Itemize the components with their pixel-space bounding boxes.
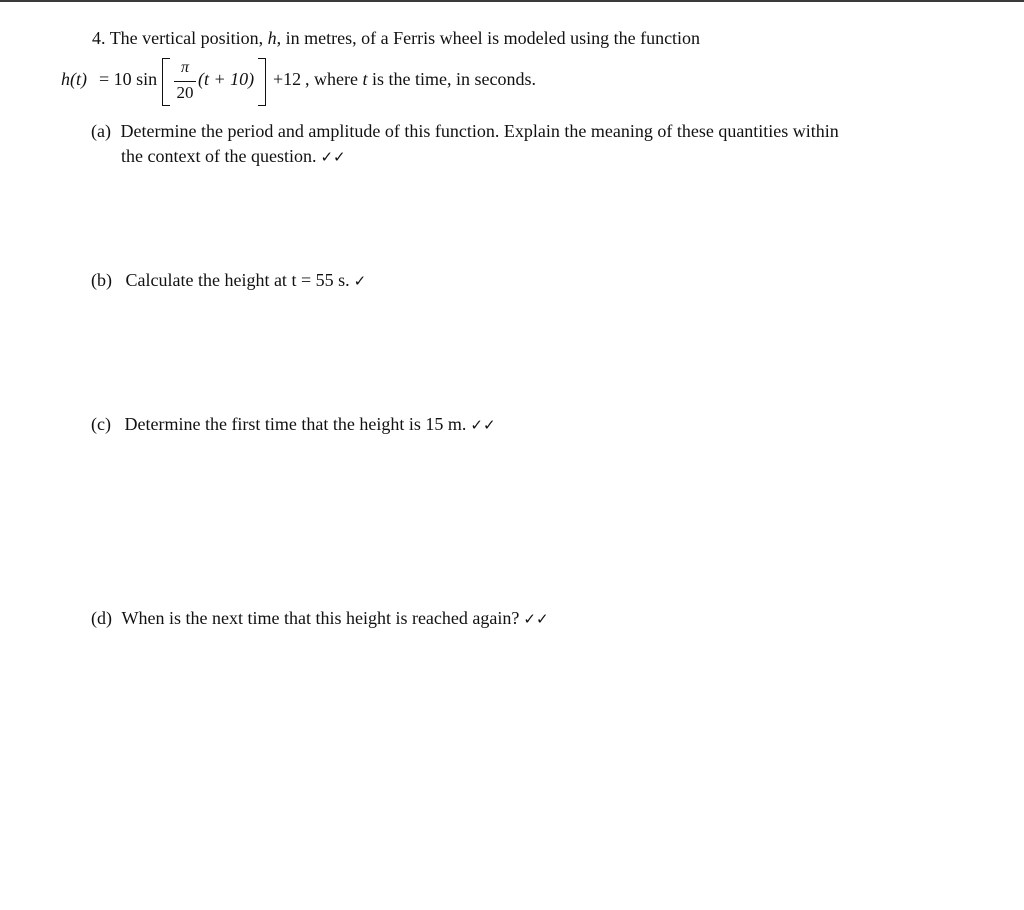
part-text: Calculate the height at t = 55 s. (125, 270, 350, 290)
check-marks: ✓ (353, 272, 367, 290)
part-label: (d) (91, 608, 112, 628)
formula-tail: +12 (273, 69, 302, 89)
formula-lhs: h(t) (61, 69, 87, 89)
fraction-denominator: 20 (176, 83, 194, 102)
pi-over-20-fraction (172, 58, 198, 104)
check-marks: ✓✓ (320, 148, 346, 166)
part-label: (b) (91, 270, 112, 290)
fraction-bar (174, 81, 196, 82)
left-bracket (162, 58, 170, 106)
part-b (91, 268, 366, 294)
part-text-line2: the context of the question. (121, 146, 317, 166)
part-a (91, 119, 839, 170)
h-symbol: h (267, 28, 277, 48)
part-text: Determine the first time that the height is 15 m. (124, 414, 467, 434)
part-text: Determine the period and amplitude of this function. Explain the meaning of these quantities within (120, 121, 839, 141)
check-marks: ✓✓ (523, 610, 549, 628)
part-text: When is the next time that this height is reached again? (121, 608, 520, 628)
check-marks: ✓✓ (470, 416, 496, 434)
right-bracket (258, 58, 266, 106)
part-label: (c) (91, 414, 111, 434)
intro-text-before: The vertical position, (109, 28, 268, 48)
formula-where: , where t is the time, in seconds. (305, 69, 536, 89)
part-d (91, 606, 549, 632)
question-intro (92, 28, 700, 49)
formula-coeff: = 10 sin (99, 69, 158, 89)
part-c (91, 412, 496, 438)
formula-inner: (t + 10) (198, 69, 255, 89)
intro-text-after: , in metres, of a Ferris wheel is modeled using the function (276, 28, 701, 48)
question-number: 4. (92, 28, 106, 48)
fraction-numerator: π (180, 59, 189, 76)
part-label: (a) (91, 121, 111, 141)
